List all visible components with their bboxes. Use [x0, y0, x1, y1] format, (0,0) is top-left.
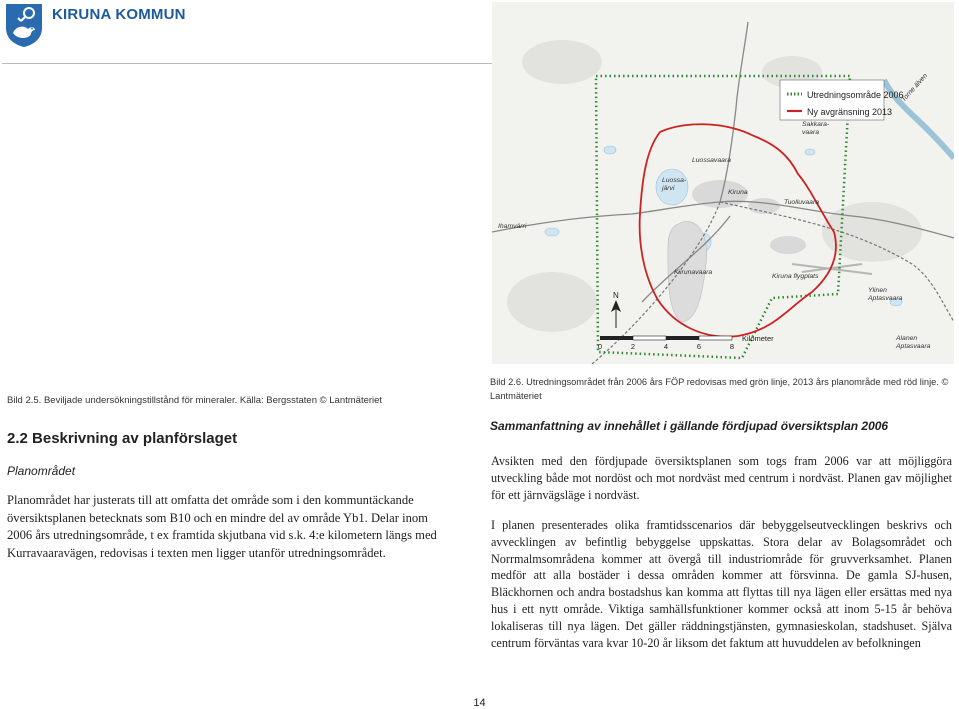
section-heading: 2.2 Beskrivning av planförslaget — [7, 430, 238, 447]
image-caption-2-6: Bild 2.6. Utredningsområdet från 2006 års FÖP redovisas med grön linje, 2013 års planområde med röd linje. © Lantmäteriet — [490, 377, 949, 401]
legend-green-label: Utredningsområde 2006 — [807, 90, 904, 100]
place-ylinen-2: Aptasvaara — [868, 295, 903, 302]
north-label: N — [613, 291, 619, 300]
place-luossajarvi-1: Luossa- — [662, 177, 687, 184]
kiruna-kommun-logo — [4, 2, 44, 48]
place-luossajarvi-2: järvi — [662, 185, 675, 192]
place-kiruna-flygplats: Kiruna flygplats — [772, 273, 819, 280]
place-sakkaravaara-2: vaara — [802, 129, 820, 136]
place-torne-alven: Torne älven — [900, 72, 930, 104]
planomradet-paragraph: Planområdet har justerats till att omfatta det område som i den kommuntäckande översiktsplanen betecknats som B10 och en mindre del av område Yb1. Delar inom 2006 års utredningsområde, t ex framtida skjutbana vid s.k. 4:e kilometern längs med Kurravaaravägen, redovisas i texten men ligger utanför utredningsområdet. — [7, 493, 437, 560]
place-alanen-2: Aptasvaara — [896, 343, 931, 350]
place-kiirunavaara: Kiirunavaara — [674, 269, 713, 276]
summary-paragraph-2: I planen presenterades olika framtidsscenarios där bebyggelseutvecklingen beskrivs och avvecklingen av befintlig bebyggelse uppskattas. Stora delar av Bolagsområdet och Norrmalmsområdena kommer att övergå till industriområde för gruvverksamhet. Planen medför att alla bostäder i dessa områden kommer att försvinna. De gamla SJ-husen, Bläckhornen och andra bostadshus kan komma att flyttas till nya lägen eller ersättas med nya hus i ett nytt område. Viktiga samhällsfunktioner kommer också att inom 5-15 år behöva lokaliseras till nya lägen. Det gäller räddningstjänsten, gymnasieskolan, stadshuset. Själva centrum förväntas vara kvar 10-20 år liksom det faktum att huvuddelen av befolkningen — [491, 518, 952, 650]
place-ylinen-1: Ylinen — [868, 287, 887, 294]
scale-unit: Kilometer — [742, 334, 774, 343]
summary-heading: Sammanfattning av innehållet i gällande fördjupad översiktsplan 2006 — [490, 419, 889, 433]
legend-red-label: Ny avgränsning 2013 — [807, 107, 893, 117]
place-ihamvarri: Ihamvärri — [498, 223, 527, 230]
planning-area-map — [492, 2, 954, 364]
place-alanen-1: Alanen — [896, 335, 918, 342]
scale-tick-6: 6 — [696, 342, 702, 351]
place-luossavaara: Luossavaara — [692, 157, 731, 164]
scale-tick-2: 2 — [630, 342, 636, 351]
place-kiruna: Kiruna — [728, 189, 748, 196]
place-tuolluvaara: Tuolluvaara — [784, 199, 820, 206]
place-sakkaravaara-1: Sakkara- — [802, 121, 830, 128]
sub-heading: Planområdet — [7, 464, 76, 478]
scale-tick-8: 8 — [729, 342, 735, 351]
scale-tick-0: 0 — [597, 342, 603, 351]
brand-name: KIRUNA KOMMUN — [52, 6, 186, 23]
summary-paragraph-1: Avsikten med den fördjupade översiktsplanen som togs fram 2006 var att möjliggöra utveckling både mot nordöst och mot nordväst med centrum i nordväst. Planen gav möjlighet för ett järnvägsläge i nordväst. — [491, 454, 952, 502]
scale-tick-4: 4 — [663, 342, 669, 351]
page-number: 14 — [473, 697, 486, 709]
image-caption-2-5: Bild 2.5. Beviljade undersökningstillstånd för mineraler. Källa: Bergsstaten © Lantmäteriet — [7, 395, 383, 406]
